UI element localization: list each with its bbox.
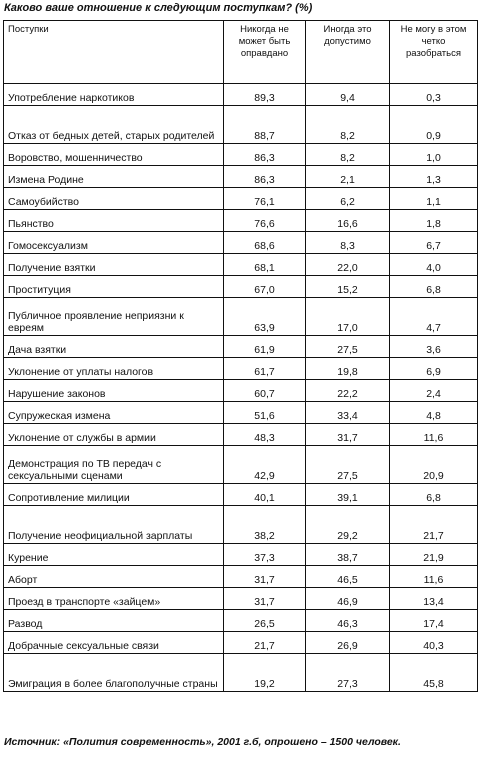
sometimes-value-cell: 22,0: [306, 254, 390, 276]
never-value-cell: 60,7: [224, 380, 306, 402]
unsure-value-cell: 21,9: [390, 544, 478, 566]
table-row: [4, 188, 478, 210]
sometimes-value-cell: 31,7: [306, 424, 390, 446]
unsure-value-cell: 1,8: [390, 210, 478, 232]
act-cell: Публичное проявление неприязни к евреям: [4, 298, 224, 336]
sometimes-value-cell: 46,9: [306, 588, 390, 610]
header-unsure: Не могу в этом четко разобраться: [390, 21, 478, 84]
unsure-value-cell: 40,3: [390, 632, 478, 654]
table-row: [4, 358, 478, 380]
act-cell: Дача взятки: [4, 336, 224, 358]
act-cell: Уклонение от службы в армии: [4, 424, 224, 446]
never-value-cell: 86,3: [224, 166, 306, 188]
never-value-cell: 89,3: [224, 84, 306, 106]
act-cell: Пьянство: [4, 210, 224, 232]
sometimes-value-cell: 15,2: [306, 276, 390, 298]
header-acts: Поступки: [4, 21, 224, 84]
never-value-cell: 61,7: [224, 358, 306, 380]
unsure-value-cell: 1,0: [390, 144, 478, 166]
table-row: [4, 298, 478, 336]
unsure-value-cell: 0,3: [390, 84, 478, 106]
never-value-cell: 26,5: [224, 610, 306, 632]
act-cell: Измена Родине: [4, 166, 224, 188]
table-row: [4, 276, 478, 298]
never-value-cell: 42,9: [224, 446, 306, 484]
act-cell: Гомосексуализм: [4, 232, 224, 254]
sometimes-value-cell: 17,0: [306, 298, 390, 336]
sometimes-value-cell: 8,2: [306, 106, 390, 144]
never-value-cell: 37,3: [224, 544, 306, 566]
table-row: [4, 84, 478, 106]
unsure-value-cell: 6,7: [390, 232, 478, 254]
unsure-value-cell: 6,9: [390, 358, 478, 380]
table-row: [4, 210, 478, 232]
never-value-cell: 67,0: [224, 276, 306, 298]
never-value-cell: 68,6: [224, 232, 306, 254]
source-note: Источник: «Полития современность», 2001 г.б, опрошено – 1500 человек.: [4, 736, 401, 748]
unsure-value-cell: 4,0: [390, 254, 478, 276]
table-row: [4, 588, 478, 610]
act-cell: Проституция: [4, 276, 224, 298]
table-row: [4, 632, 478, 654]
never-value-cell: 51,6: [224, 402, 306, 424]
table-row: [4, 566, 478, 588]
sometimes-value-cell: 8,3: [306, 232, 390, 254]
sometimes-value-cell: 38,7: [306, 544, 390, 566]
never-value-cell: 61,9: [224, 336, 306, 358]
unsure-value-cell: 1,1: [390, 188, 478, 210]
header-sometimes: Иногда это допустимо: [306, 21, 390, 84]
table-row: [4, 166, 478, 188]
unsure-value-cell: 20,9: [390, 446, 478, 484]
act-cell: Развод: [4, 610, 224, 632]
act-cell: Аборт: [4, 566, 224, 588]
sometimes-value-cell: 46,3: [306, 610, 390, 632]
sometimes-value-cell: 8,2: [306, 144, 390, 166]
sometimes-value-cell: 27,3: [306, 654, 390, 692]
unsure-value-cell: 45,8: [390, 654, 478, 692]
unsure-value-cell: 0,9: [390, 106, 478, 144]
table-row: [4, 232, 478, 254]
never-value-cell: 86,3: [224, 144, 306, 166]
act-cell: Самоубийство: [4, 188, 224, 210]
never-value-cell: 19,2: [224, 654, 306, 692]
table-row: [4, 106, 478, 144]
unsure-value-cell: 11,6: [390, 424, 478, 446]
header-row: [4, 21, 478, 84]
sometimes-value-cell: 22,2: [306, 380, 390, 402]
act-cell: Получение взятки: [4, 254, 224, 276]
unsure-value-cell: 3,6: [390, 336, 478, 358]
never-value-cell: 63,9: [224, 298, 306, 336]
unsure-value-cell: 1,3: [390, 166, 478, 188]
sometimes-value-cell: 27,5: [306, 446, 390, 484]
table-row: [4, 424, 478, 446]
act-cell: Отказ от бедных детей, старых родителей: [4, 106, 224, 144]
never-value-cell: 76,1: [224, 188, 306, 210]
sometimes-value-cell: 26,9: [306, 632, 390, 654]
table-row: [4, 610, 478, 632]
unsure-value-cell: 11,6: [390, 566, 478, 588]
unsure-value-cell: 17,4: [390, 610, 478, 632]
unsure-value-cell: 2,4: [390, 380, 478, 402]
table-row: [4, 402, 478, 424]
sometimes-value-cell: 33,4: [306, 402, 390, 424]
never-value-cell: 76,6: [224, 210, 306, 232]
unsure-value-cell: 6,8: [390, 484, 478, 506]
act-cell: Сопротивление милиции: [4, 484, 224, 506]
act-cell: Нарушение законов: [4, 380, 224, 402]
table-row: [4, 506, 478, 544]
act-cell: Супружеская измена: [4, 402, 224, 424]
sometimes-value-cell: 19,8: [306, 358, 390, 380]
act-cell: Эмиграция в более благополучные страны: [4, 654, 224, 692]
act-cell: Получение неофициальной зарплаты: [4, 506, 224, 544]
never-value-cell: 88,7: [224, 106, 306, 144]
act-cell: Уклонение от уплаты налогов: [4, 358, 224, 380]
table-row: [4, 544, 478, 566]
sometimes-value-cell: 27,5: [306, 336, 390, 358]
table-row: [4, 446, 478, 484]
table-body: [4, 84, 478, 692]
act-cell: Употребление наркотиков: [4, 84, 224, 106]
never-value-cell: 21,7: [224, 632, 306, 654]
act-cell: Добрачные сексуальные связи: [4, 632, 224, 654]
never-value-cell: 31,7: [224, 588, 306, 610]
header-never: Никогда не может быть оправдано: [224, 21, 306, 84]
never-value-cell: 40,1: [224, 484, 306, 506]
never-value-cell: 31,7: [224, 566, 306, 588]
act-cell: Проезд в транспорте «зайцем»: [4, 588, 224, 610]
sometimes-value-cell: 16,6: [306, 210, 390, 232]
sometimes-value-cell: 39,1: [306, 484, 390, 506]
act-cell: Демонстрация по ТВ передач с сексуальными сценами: [4, 446, 224, 484]
unsure-value-cell: 21,7: [390, 506, 478, 544]
never-value-cell: 38,2: [224, 506, 306, 544]
unsure-value-cell: 4,7: [390, 298, 478, 336]
attitudes-table: [3, 20, 478, 692]
table-row: [4, 654, 478, 692]
table-row: [4, 380, 478, 402]
never-value-cell: 48,3: [224, 424, 306, 446]
sometimes-value-cell: 2,1: [306, 166, 390, 188]
unsure-value-cell: 6,8: [390, 276, 478, 298]
act-cell: Воровство, мошенничество: [4, 144, 224, 166]
sometimes-value-cell: 9,4: [306, 84, 390, 106]
table-row: [4, 254, 478, 276]
unsure-value-cell: 13,4: [390, 588, 478, 610]
sometimes-value-cell: 46,5: [306, 566, 390, 588]
sometimes-value-cell: 6,2: [306, 188, 390, 210]
never-value-cell: 68,1: [224, 254, 306, 276]
table-row: [4, 144, 478, 166]
sometimes-value-cell: 29,2: [306, 506, 390, 544]
table-row: [4, 484, 478, 506]
unsure-value-cell: 4,8: [390, 402, 478, 424]
table-title: Каково ваше отношение к следующим поступкам? (%): [4, 2, 313, 14]
act-cell: Курение: [4, 544, 224, 566]
table-row: [4, 336, 478, 358]
